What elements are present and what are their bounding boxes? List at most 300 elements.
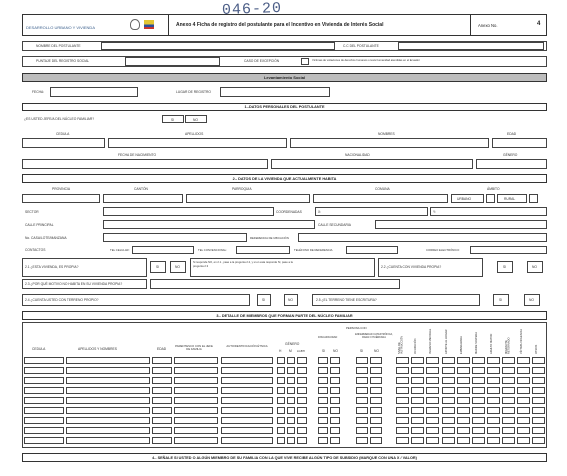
table-cell[interactable]: [457, 427, 470, 434]
table-cell[interactable]: [411, 397, 424, 404]
table-cell[interactable]: [330, 417, 340, 424]
page-title: Anexo 4 Ficha de registro del postulante para el Incentivo en Vivienda de Interés Social: [176, 22, 384, 28]
table-cell[interactable]: [457, 407, 470, 414]
table-cell[interactable]: [330, 367, 340, 374]
coordinates-label: COORDENADAS: [276, 210, 302, 214]
province-field[interactable]: [22, 194, 100, 203]
table-cell[interactable]: [517, 357, 530, 364]
table-cell[interactable]: [66, 387, 150, 394]
table-cell[interactable]: [330, 397, 340, 404]
table-cell[interactable]: [532, 417, 545, 424]
table-cell[interactable]: [152, 437, 172, 444]
table-cell[interactable]: [457, 377, 470, 384]
section1-title: 1.-DATOS PERSONALES DEL POSTULANTE: [22, 103, 547, 111]
col-disability: DISCAPACIDAD: [318, 336, 338, 339]
table-cell[interactable]: [287, 397, 295, 404]
table-cell[interactable]: [330, 357, 340, 364]
table-cell[interactable]: [532, 437, 545, 444]
applicant-id-field[interactable]: [398, 42, 544, 50]
table-cell[interactable]: [277, 407, 285, 414]
scope-label: ÁMBITO: [487, 187, 500, 191]
birthdate-label: FECHA DE NACIMIENTO: [118, 153, 157, 157]
table-cell[interactable]: [174, 427, 218, 434]
q21-label: 2.1 ¿ESTA VIVIENDA, ES PROPIA?: [25, 265, 79, 269]
table-cell[interactable]: [396, 357, 409, 364]
table-cell[interactable]: [66, 367, 150, 374]
table-cell[interactable]: [502, 367, 515, 374]
table-cell[interactable]: [457, 387, 470, 394]
date-label: FECHA:: [32, 90, 45, 94]
score-field[interactable]: [125, 57, 220, 66]
table-cell[interactable]: [472, 427, 485, 434]
head-si-option[interactable]: [162, 115, 184, 123]
table-cell[interactable]: [287, 367, 295, 374]
table-cell[interactable]: [370, 387, 382, 394]
table-cell[interactable]: [297, 407, 307, 414]
table-cell[interactable]: [297, 387, 307, 394]
table-cell[interactable]: [426, 387, 439, 394]
table-cell[interactable]: [442, 367, 455, 374]
table-cell[interactable]: [396, 407, 409, 414]
gender-field[interactable]: [476, 159, 547, 169]
cell-phone-field[interactable]: [132, 246, 194, 254]
table-cell[interactable]: [24, 427, 64, 434]
q22-no[interactable]: [527, 261, 543, 273]
table-cell[interactable]: [287, 407, 295, 414]
community-field[interactable]: [313, 194, 448, 203]
table-cell[interactable]: [152, 377, 172, 384]
table-cell[interactable]: [472, 437, 485, 444]
table-cell[interactable]: [502, 377, 515, 384]
table-cell[interactable]: [517, 377, 530, 384]
table-cell[interactable]: [532, 357, 545, 364]
col-disability-no: NO: [333, 349, 338, 353]
table-cell[interactable]: [457, 367, 470, 374]
location-ref-field[interactable]: [298, 233, 547, 242]
table-cell[interactable]: [517, 437, 530, 444]
q25-no[interactable]: [524, 294, 540, 306]
table-cell[interactable]: [517, 387, 530, 394]
x-field[interactable]: [315, 207, 428, 216]
table-cell[interactable]: [330, 377, 340, 384]
table-cell[interactable]: [152, 397, 172, 404]
col-gender-h: H: [279, 349, 282, 353]
email-label: CORREO ELECTRÓNICO: [426, 248, 460, 252]
si-label: SI: [503, 265, 507, 269]
table-cell[interactable]: [221, 427, 273, 434]
urban-option[interactable]: [451, 194, 484, 203]
table-cell[interactable]: [66, 357, 150, 364]
applicant-score-row: [22, 56, 547, 67]
table-cell[interactable]: [442, 357, 455, 364]
table-cell[interactable]: [396, 397, 409, 404]
table-cell[interactable]: [297, 367, 307, 374]
table-cell[interactable]: [24, 357, 64, 364]
head-no-option[interactable]: [185, 115, 207, 123]
score-label: PUNTAJE DEL REGISTRO SOCIAL: [36, 59, 90, 63]
exception-checkbox[interactable]: [301, 58, 309, 65]
table-cell[interactable]: [277, 427, 285, 434]
col-vertical-0: NIVEL DE INSTRUCCIÓN: [398, 335, 404, 354]
table-cell[interactable]: [152, 427, 172, 434]
table-cell[interactable]: [297, 427, 307, 434]
col-disability-si: SI: [322, 349, 326, 353]
table-cell[interactable]: [502, 417, 515, 424]
canton-field[interactable]: [103, 194, 183, 203]
ref-phone-field[interactable]: [346, 246, 398, 254]
q24-no[interactable]: [284, 294, 298, 306]
table-cell[interactable]: [318, 377, 328, 384]
place-field[interactable]: [220, 87, 330, 97]
table-cell[interactable]: [370, 427, 382, 434]
table-cell[interactable]: [152, 407, 172, 414]
table-cell[interactable]: [426, 427, 439, 434]
si-label: SI: [499, 298, 503, 302]
main-street-field[interactable]: [103, 220, 315, 229]
table-cell[interactable]: [318, 357, 328, 364]
no-label: NO: [529, 298, 534, 302]
col-vertical-6: ADULTO MAYOR: [490, 333, 493, 354]
table-cell[interactable]: [502, 437, 515, 444]
table-cell[interactable]: [442, 417, 455, 424]
table-cell[interactable]: [370, 397, 382, 404]
table-cell[interactable]: [472, 377, 485, 384]
flag-icon: [144, 20, 154, 29]
age-field[interactable]: [492, 138, 547, 148]
table-cell[interactable]: [318, 387, 328, 394]
table-cell[interactable]: [24, 387, 64, 394]
table-cell[interactable]: [426, 357, 439, 364]
table-cell[interactable]: [297, 377, 307, 384]
age-label: EDAD: [507, 132, 517, 136]
table-cell[interactable]: [396, 387, 409, 394]
table-cell[interactable]: [66, 397, 150, 404]
q22-si[interactable]: [497, 261, 513, 273]
table-cell[interactable]: [457, 437, 470, 444]
table-cell[interactable]: [356, 407, 368, 414]
nationality-label: NACIONALIDAD: [345, 153, 370, 157]
col-vertical-7: MIGRANTE RETORNADO: [505, 337, 511, 354]
table-cell[interactable]: [487, 397, 500, 404]
parish-field[interactable]: [186, 194, 310, 203]
table-cell[interactable]: [24, 397, 64, 404]
id-field[interactable]: [22, 138, 105, 148]
annex-number: 4: [537, 21, 541, 27]
table-cell[interactable]: [318, 417, 328, 424]
table-cell[interactable]: [24, 377, 64, 384]
logo: [26, 18, 156, 32]
table-cell[interactable]: [356, 357, 368, 364]
table-cell[interactable]: [174, 397, 218, 404]
urban-label: URBANO: [457, 197, 472, 201]
table-cell[interactable]: [532, 377, 545, 384]
table-cell[interactable]: [517, 407, 530, 414]
q23-answer-field[interactable]: [150, 279, 400, 289]
y-label: Y:: [433, 210, 436, 214]
col-vertical-5: MADRE SOLTERA: [475, 331, 478, 354]
col-ethnicity: AUTOIDENTIFICACIÓN ÉTNICA: [226, 344, 268, 348]
table-cell[interactable]: [426, 407, 439, 414]
col-catastrophic: ENFERMEDAD CATASTRÓFICA, RARA O HUÉRFANA: [355, 333, 393, 339]
table-cell[interactable]: [287, 417, 295, 424]
secondary-street-field[interactable]: [375, 220, 547, 229]
table-cell[interactable]: [426, 377, 439, 384]
table-cell[interactable]: [370, 367, 382, 374]
secondary-street-label: CALLE SECUNDARIA: [318, 223, 351, 227]
table-cell[interactable]: [487, 427, 500, 434]
house-no-field[interactable]: [103, 233, 247, 242]
q25-si[interactable]: [493, 294, 509, 306]
table-cell[interactable]: [487, 417, 500, 424]
table-cell[interactable]: [487, 357, 500, 364]
table-cell[interactable]: [457, 397, 470, 404]
table-cell[interactable]: [277, 437, 285, 444]
table-cell[interactable]: [66, 427, 150, 434]
table-cell[interactable]: [396, 377, 409, 384]
col-gender: GÉNERO: [285, 342, 300, 346]
table-cell[interactable]: [297, 437, 307, 444]
col-names: APELLIDOS Y NOMBRES: [78, 347, 117, 351]
col-gender-lgbti: LGBTI: [297, 349, 306, 353]
table-cell[interactable]: [330, 437, 340, 444]
header-divider: [470, 14, 471, 36]
table-cell[interactable]: [472, 367, 485, 374]
rural-option[interactable]: [497, 194, 527, 203]
table-cell[interactable]: [532, 407, 545, 414]
surnames-field[interactable]: [108, 138, 287, 148]
table-cell[interactable]: [411, 357, 424, 364]
table-cell[interactable]: [24, 417, 64, 424]
table-cell[interactable]: [287, 387, 295, 394]
y-field[interactable]: [430, 207, 547, 216]
table-cell[interactable]: [487, 437, 500, 444]
table-cell[interactable]: [502, 427, 515, 434]
q21-no[interactable]: [170, 261, 186, 273]
section4-title: 4.- SEÑALE SI USTED O ALGÚN MIEMBRO DE SU FAMILIA CON LA QUE VIVE RECIBE ALGÚN TIPO DE SUBSIDIO (MARQUE CON UNA X / VALOR): [22, 453, 547, 462]
survey-title: Levantamiento Social: [22, 73, 547, 82]
table-cell[interactable]: [356, 367, 368, 374]
col-id: CEDULA: [32, 347, 46, 351]
table-cell[interactable]: [318, 367, 328, 374]
table-cell[interactable]: [287, 437, 295, 444]
table-cell[interactable]: [277, 397, 285, 404]
table-cell[interactable]: [370, 417, 382, 424]
email-field[interactable]: [470, 246, 547, 254]
q25-label: 2.5 ¿EL TERRENO TIENE ESCRITURA?: [316, 297, 377, 302]
table-cell[interactable]: [411, 417, 424, 424]
rural-checkbox[interactable]: [529, 194, 538, 203]
table-cell[interactable]: [318, 407, 328, 414]
table-cell[interactable]: [487, 407, 500, 414]
q22-label: 2.2 ¿CUENTA CON VIVIENDA PROPIA?: [381, 265, 442, 269]
table-cell[interactable]: [472, 407, 485, 414]
table-cell[interactable]: [330, 407, 340, 414]
table-cell[interactable]: [370, 377, 382, 384]
table-cell[interactable]: [487, 377, 500, 384]
surnames-label: APELLIDOS: [185, 132, 204, 136]
table-cell[interactable]: [221, 407, 273, 414]
birthdate-field[interactable]: [22, 159, 268, 169]
table-cell[interactable]: [411, 427, 424, 434]
sector-field[interactable]: [103, 207, 274, 216]
cell-phone-label: TEL CELULAR:: [110, 248, 130, 252]
table-cell[interactable]: [356, 437, 368, 444]
q21-si[interactable]: [150, 261, 166, 273]
table-cell[interactable]: [442, 387, 455, 394]
table-cell[interactable]: [396, 437, 409, 444]
table-cell[interactable]: [411, 377, 424, 384]
col-age: EDAD: [157, 347, 167, 351]
table-cell[interactable]: [152, 367, 172, 374]
table-cell[interactable]: [221, 377, 273, 384]
table-cell[interactable]: [152, 387, 172, 394]
table-cell[interactable]: [411, 407, 424, 414]
table-cell[interactable]: [221, 397, 273, 404]
table-cell[interactable]: [370, 357, 382, 364]
table-cell[interactable]: [152, 357, 172, 364]
community-label: COMUNA: [375, 187, 390, 191]
table-cell[interactable]: [287, 357, 295, 364]
col-vertical-9: OTROS: [535, 344, 538, 354]
table-cell[interactable]: [66, 417, 150, 424]
table-cell[interactable]: [330, 427, 340, 434]
table-cell[interactable]: [532, 387, 545, 394]
conventional-phone-field[interactable]: [236, 246, 290, 254]
col-vertical-4: EMBARAZADA: [460, 336, 463, 354]
table-cell[interactable]: [370, 437, 382, 444]
date-field[interactable]: [50, 87, 138, 97]
table-cell[interactable]: [174, 437, 218, 444]
table-cell[interactable]: [277, 357, 285, 364]
urban-checkbox[interactable]: [486, 194, 495, 203]
table-cell[interactable]: [152, 417, 172, 424]
table-cell[interactable]: [66, 407, 150, 414]
table-cell[interactable]: [502, 357, 515, 364]
table-cell[interactable]: [426, 437, 439, 444]
table-cell[interactable]: [330, 387, 340, 394]
table-cell[interactable]: [174, 417, 218, 424]
table-cell[interactable]: [318, 437, 328, 444]
applicant-name-field[interactable]: [101, 42, 335, 50]
table-cell[interactable]: [297, 397, 307, 404]
table-cell[interactable]: [396, 427, 409, 434]
location-ref-label: REFERENCIA DE UBICACIÓN: [250, 236, 289, 240]
names-field[interactable]: [290, 138, 489, 148]
table-cell[interactable]: [174, 357, 218, 364]
table-cell[interactable]: [426, 417, 439, 424]
table-cell[interactable]: [532, 367, 545, 374]
table-cell[interactable]: [318, 427, 328, 434]
table-cell[interactable]: [66, 437, 150, 444]
table-cell[interactable]: [517, 427, 530, 434]
table-cell[interactable]: [277, 377, 285, 384]
table-cell[interactable]: [442, 407, 455, 414]
table-cell[interactable]: [221, 417, 273, 424]
table-cell[interactable]: [442, 427, 455, 434]
table-cell[interactable]: [370, 407, 382, 414]
table-cell[interactable]: [174, 377, 218, 384]
table-cell[interactable]: [502, 407, 515, 414]
table-cell[interactable]: [442, 397, 455, 404]
table-cell[interactable]: [411, 367, 424, 374]
nationality-field[interactable]: [271, 159, 473, 169]
table-cell[interactable]: [457, 417, 470, 424]
main-street-label: CALLE PRINCIPAL: [25, 223, 54, 227]
si-label: SI: [262, 298, 266, 302]
table-cell[interactable]: [297, 417, 307, 424]
table-cell[interactable]: [442, 377, 455, 384]
table-cell[interactable]: [24, 367, 64, 374]
table-cell[interactable]: [411, 387, 424, 394]
table-cell[interactable]: [287, 377, 295, 384]
table-cell[interactable]: [396, 417, 409, 424]
table-cell[interactable]: [174, 387, 218, 394]
place-label: LUGAR DE REGISTRO: [176, 90, 211, 94]
table-cell[interactable]: [277, 417, 285, 424]
table-cell[interactable]: [532, 397, 545, 404]
parish-label: PARROQUIA: [232, 187, 252, 191]
table-cell[interactable]: [532, 427, 545, 434]
q24-label: 2.4 ¿CUENTA USTED CON TERRENO PROPIO?: [25, 297, 99, 302]
table-cell[interactable]: [356, 377, 368, 384]
table-cell[interactable]: [318, 397, 328, 404]
table-cell[interactable]: [472, 387, 485, 394]
table-cell[interactable]: [287, 427, 295, 434]
table-cell[interactable]: [517, 417, 530, 424]
table-cell[interactable]: [356, 387, 368, 394]
table-cell[interactable]: [221, 437, 273, 444]
section2-title: 2.- DATOS DE LA VIVIENDA QUE ACTUALMENTE HABITA: [22, 174, 547, 183]
annex-label: Anexo No.: [478, 23, 498, 28]
table-cell[interactable]: [411, 437, 424, 444]
table-cell[interactable]: [356, 417, 368, 424]
table-cell[interactable]: [221, 367, 273, 374]
header-divider: [168, 14, 169, 36]
table-cell[interactable]: [442, 437, 455, 444]
table-cell[interactable]: [472, 357, 485, 364]
table-cell[interactable]: [277, 387, 285, 394]
q24-si[interactable]: [257, 294, 271, 306]
table-cell[interactable]: [487, 367, 500, 374]
table-cell[interactable]: [502, 397, 515, 404]
table-cell[interactable]: [66, 377, 150, 384]
table-cell[interactable]: [221, 387, 273, 394]
table-cell[interactable]: [277, 367, 285, 374]
table-cell[interactable]: [502, 387, 515, 394]
table-cell[interactable]: [426, 367, 439, 374]
table-cell[interactable]: [356, 397, 368, 404]
table-cell[interactable]: [396, 367, 409, 374]
table-cell[interactable]: [457, 357, 470, 364]
table-cell[interactable]: [356, 427, 368, 434]
table-cell[interactable]: [426, 397, 439, 404]
table-cell[interactable]: [221, 357, 273, 364]
col-vertical-8: VÍCTIMA VIOLENCIA: [520, 329, 523, 354]
table-cell[interactable]: [174, 367, 218, 374]
table-cell[interactable]: [24, 407, 64, 414]
table-cell[interactable]: [297, 357, 307, 364]
table-cell[interactable]: [24, 437, 64, 444]
table-cell[interactable]: [174, 407, 218, 414]
exception-note: Víctimas de violaciones de derechos humanos o tesis humanidad atendidas en el Ecuador: [312, 59, 420, 62]
table-cell[interactable]: [517, 397, 530, 404]
house-no-label: No. CASA/LOTE/MANZANA: [25, 236, 67, 240]
table-cell[interactable]: [487, 387, 500, 394]
table-cell[interactable]: [472, 397, 485, 404]
col-kinship: PARENTESCO CON EL JEFE DE FAMILIA: [175, 344, 213, 351]
table-cell[interactable]: [472, 417, 485, 424]
table-cell[interactable]: [517, 367, 530, 374]
